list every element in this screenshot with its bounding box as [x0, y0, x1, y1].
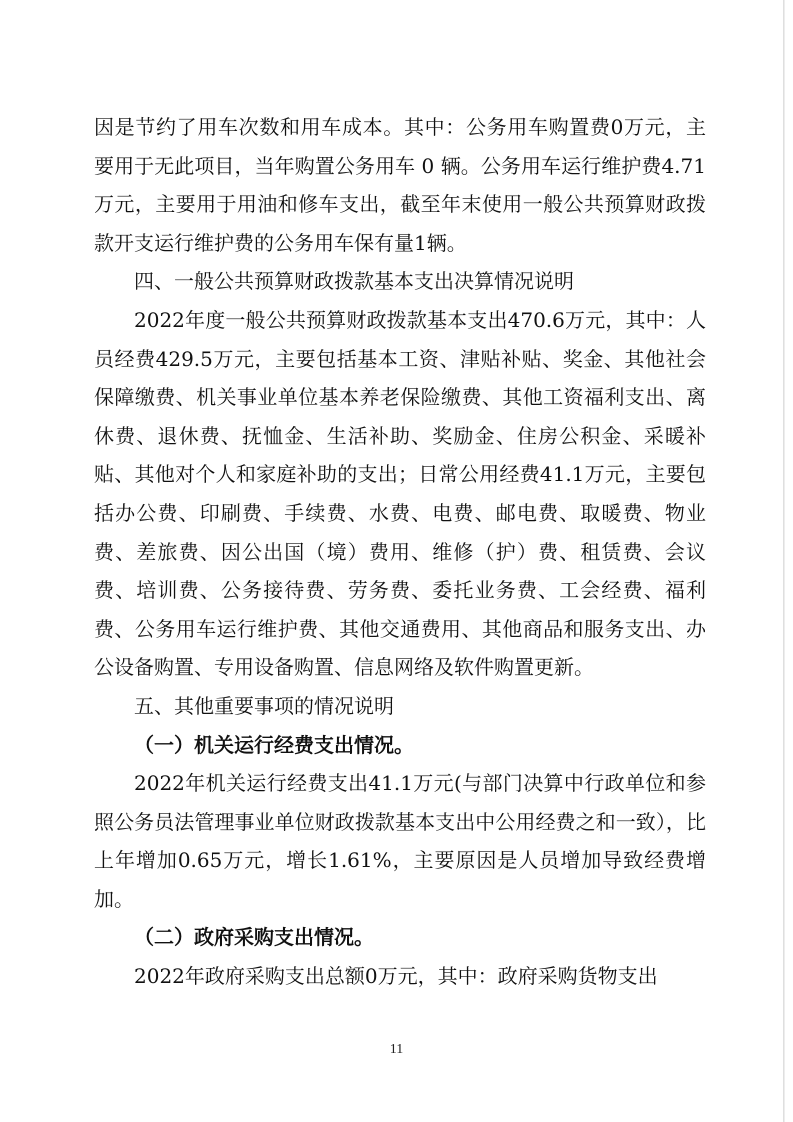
section-heading-basic-expenditure: 四、一般公共预算财政拨款基本支出决算情况说明 — [134, 269, 574, 294]
subheading-procurement: （二）政府采购支出情况。 — [134, 925, 374, 950]
paragraph-operating-costs: 2022年机关运行经费支出41.1万元(与部门决算中行政单位和参照公务员法管理事业单位财政拨款基本支出中公用经费之和一致），比上年增加0.65万元，增长1.61%，主要原因是人员增加导致经费增加。 — [94, 771, 706, 911]
section-heading-other-matters: 五、其他重要事项的情况说明 — [134, 693, 394, 718]
page-edge-shadow — [783, 0, 785, 1122]
paragraph-basic-expenditure: 2022年度一般公共预算财政拨款基本支出470.6万元，其中：人员经费429.5万元，主要包括基本工资、津贴补贴、奖金、其他社会保障缴费、机关事业单位基本养老保险缴费、其他工资福利支出、离休费、退休费、抚恤金、生活补助、奖励金、住房公积金、采暖补贴、其他对个人和家庭补助的支出；日常公用经费41.1万元，主要包括办公费、印刷费、手续费、水费、电费、邮电费、取暖费、物业费、差旅费、因公出国（境）费用、维修（护）费、租赁费、会议费、培训费、公务接待费、劳务费、委托业务费、工会经费、福利费、公务用车运行维护费、其他交通费用、其他商品和服务支出、办公设备购置、专用设备购置、信息网络及软件购置更新。 — [94, 307, 706, 680]
paragraph-procurement: 2022年政府采购支出总额0万元，其中：政府采购货物支出 — [134, 964, 658, 989]
page-number: 11 — [389, 1042, 404, 1057]
paragraph-vehicle-costs: 因是节约了用车次数和用车成本。其中：公务用车购置费0万元，主要用于无此项目，当年购置公务用车 0 辆。公务用车运行维护费4.71万元，主要用于用油和修车支出，截至年末使用一般公共预算财政拨款开支运行维护费的公务用车保有量1辆。 — [94, 115, 706, 255]
subheading-operating-costs: （一）机关运行经费支出情况。 — [134, 732, 414, 757]
document-body — [94, 108, 706, 996]
